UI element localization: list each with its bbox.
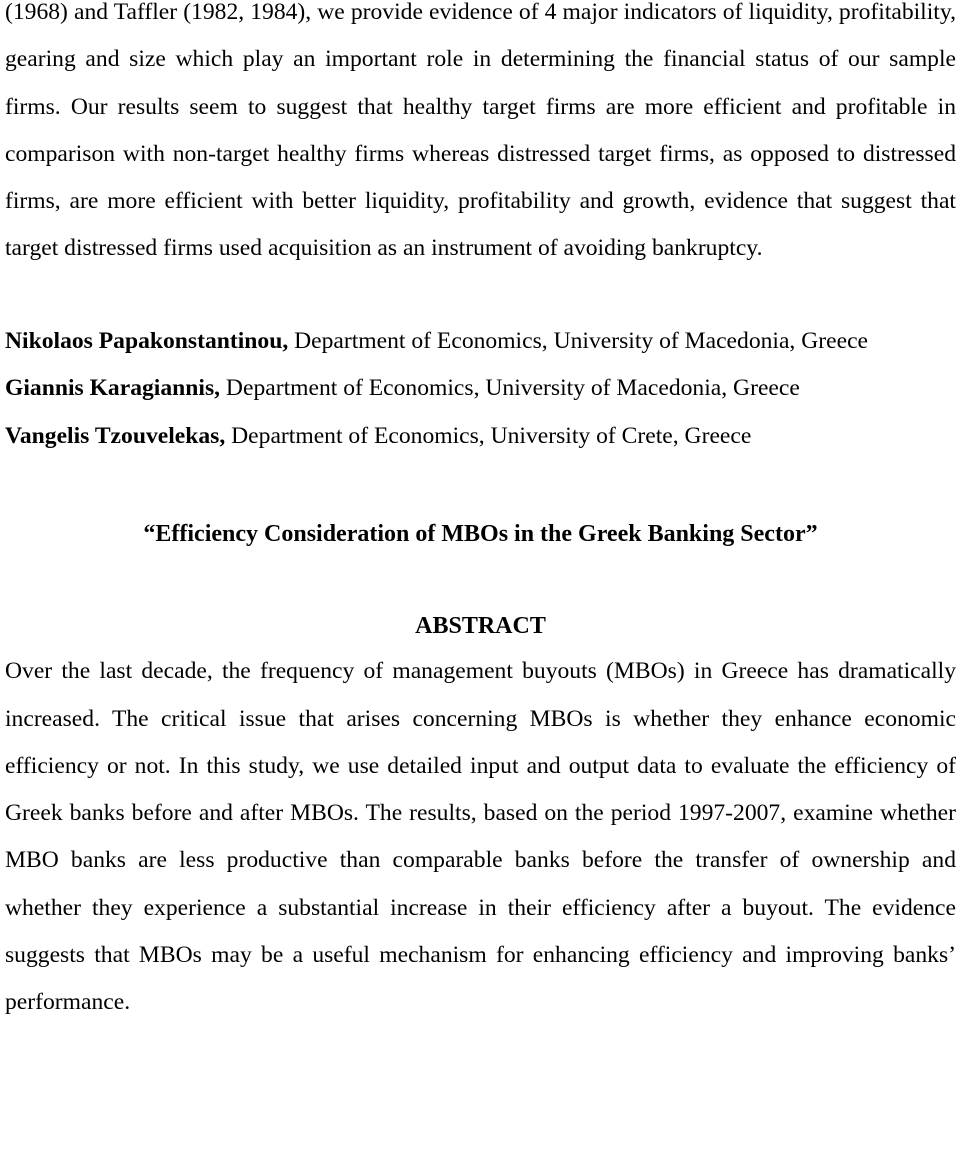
document-page [5,0,956,1027]
paper-title: “Efficiency Consideration of MBOs in the Greek Banking Sector” [143,521,818,548]
author-entry [5,365,956,413]
author-name: Nikolaos Papakonstantinou, [5,327,289,354]
previous-section-paragraph: (1968) and Taffler (1982, 1984), we provide evidence of 4 major indicators of liquidity, profitability, gearing and size which play an important role in determining the financial status of our sample firms. Our results seem to suggest that healthy target firms are more efficient and profitable in comparison with non-target healthy firms whereas distressed target firms, as opposed to distressed firms, are more efficient with better liquidity, profitability and growth, evidence that suggest that target distressed firms used acquisition as an instrument of avoiding bankruptcy. [5,0,956,262]
author-entry [5,318,956,366]
author-affiliation: Department of Economics, University of Crete, Greece [225,422,752,449]
abstract-heading: ABSTRACT [415,613,546,640]
author-affiliation: Department of Economics, University of Macedonia, Greece [288,327,869,354]
author-entry [5,413,956,461]
author-name: Giannis Karagiannis, [5,375,221,402]
author-name: Vangelis Tzouvelekas, [5,422,226,449]
abstract-paragraph: Over the last decade, the frequency of management buyouts (MBOs) in Greece has dramatically increased. The critical issue that arises concerning MBOs is whether they enhance economic efficiency or not. In this study, we use detailed input and output data to evaluate the efficiency of Greek banks before and after MBOs. The results, based on the period 1997-2007, examine whether MBO banks are less productive than comparable banks before the transfer of ownership and whether they experience a substantial increase in their efficiency after a buyout. The evidence suggests that MBOs may be a useful mechanism for enhancing efficiency and improving banks’ performance. [5,658,956,1016]
author-affiliation: Department of Economics, University of Macedonia, Greece [220,375,800,402]
author-list [5,318,956,461]
